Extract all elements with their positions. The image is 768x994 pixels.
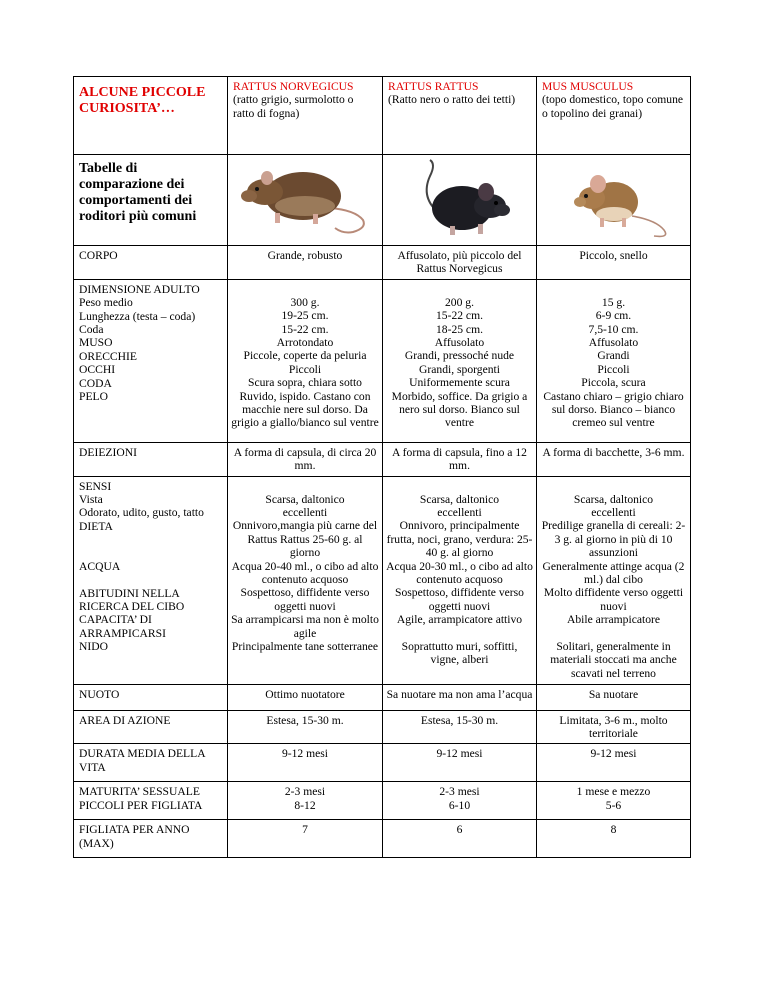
value-line: Ruvido, ispido. Castano con macchie nere sul dorso. Da grigio a giallo/bianco sul ventre — [231, 389, 379, 430]
value-line: Scarsa, daltonico — [573, 492, 654, 506]
value-line: Agile, arrampicatore attivo — [396, 613, 523, 627]
value-line: Generalmente attinge acqua (2 ml.) dal cibo — [542, 559, 685, 587]
table-cell: 9-12 mesi — [228, 744, 383, 782]
value-line: Uniformemente scura — [409, 376, 510, 390]
value-line: 2-3 mesi — [439, 785, 480, 799]
value-line: 6-10 — [448, 798, 471, 812]
value-line: 1 mese e mezzo — [576, 785, 651, 799]
table-cell — [537, 279, 691, 442]
species-desc: (ratto grigio, surmolotto o ratto di fogna) — [233, 93, 354, 120]
row-label: AREA DI AZIONE — [74, 710, 228, 744]
table-cell: Piccolo, snello — [537, 246, 691, 280]
table-cell — [383, 782, 537, 820]
label-line: OCCHI — [79, 363, 116, 377]
value-line: 19-25 cm. — [281, 309, 329, 323]
species-name: MUS MUSCULUS — [542, 80, 634, 93]
table-cell — [228, 782, 383, 820]
value-line: 200 g. — [445, 295, 474, 309]
label-line: Odorato, udito, gusto, tatto — [79, 506, 204, 520]
value-line: 7,5-10 cm. — [588, 322, 639, 336]
row-label — [74, 782, 228, 820]
label-line: NIDO — [79, 640, 108, 654]
table-row — [74, 782, 691, 820]
value-line: 18-25 cm. — [435, 322, 483, 336]
comparison-table — [73, 76, 691, 858]
value-line: Grandi, pressoché nude — [404, 349, 515, 363]
value-line: eccellenti — [282, 506, 328, 520]
value-line: Piccola, scura — [581, 376, 646, 390]
row-label — [74, 279, 228, 442]
species-name: RATTUS RATTUS — [388, 80, 479, 93]
value-line: Onnivoro,mangia più carne del Rattus Rattus 25-60 g. al giorno — [232, 519, 378, 560]
value-line: Solitari, generalmente in materiali stoccati ma anche scavati nel terreno — [550, 639, 677, 680]
value-line: 8-12 — [294, 798, 316, 812]
label-line: Vista — [79, 493, 103, 507]
table-cell — [228, 476, 383, 684]
row-label: DEIEZIONI — [74, 442, 228, 476]
table-row — [74, 710, 691, 744]
table-cell: 7 — [228, 820, 383, 858]
value-line: Piccoli — [288, 362, 322, 376]
table-cell — [383, 279, 537, 442]
label-line: Peso medio — [79, 296, 133, 310]
row-label: NUOTO — [74, 684, 228, 710]
table-cell: Grande, robusto — [228, 246, 383, 280]
species-name: RATTUS NORVEGICUS — [233, 80, 354, 93]
value-line: Castano chiaro – grigio chiaro sul dorso. Bianco – bianco cremeo sul ventre — [543, 389, 684, 430]
value-line: 5-6 — [605, 798, 622, 812]
value-line: Piccoli — [597, 362, 630, 376]
header-row — [74, 77, 691, 155]
table-cell: Ottimo nuotatore — [228, 684, 383, 710]
label-line: CAPACITA’ DI ARRAMPICARSI — [79, 613, 166, 640]
label-line: PICCOLI PER FIGLIATA — [79, 798, 203, 812]
value-line: Sa arrampicarsi ma non è molto agile — [231, 613, 379, 640]
value-line: 6-9 cm. — [595, 309, 632, 323]
value-line: Affusolato — [434, 336, 485, 350]
table-cell: Sa nuotare — [537, 684, 691, 710]
value-line: Predilige granella di cereali: 2-3 g. al giorno in più di 10 assunzioni — [541, 519, 686, 560]
label-line: MATURITA’ SESSUALE — [79, 785, 200, 799]
label-line: ORECCHIE — [79, 349, 137, 363]
value-line: Acqua 20-40 ml., o cibo ad alto contenuto acquoso — [231, 559, 379, 587]
label-line: DIMENSIONE ADULTO — [79, 282, 200, 296]
row-label: DURATA MEDIA DELLA VITA — [74, 744, 228, 782]
value-line: eccellenti — [591, 506, 636, 520]
table-row — [74, 476, 691, 684]
value-line: Scarsa, daltonico — [419, 492, 500, 506]
table-row — [74, 246, 691, 280]
value-line: 2-3 mesi — [284, 785, 326, 799]
table-cell: A forma di capsula, fino a 12 mm. — [383, 442, 537, 476]
value-line: 300 g. — [290, 295, 320, 309]
value-line: Sospettoso, diffidente verso oggetti nuovi — [240, 586, 370, 613]
table-cell — [537, 476, 691, 684]
label-line: Coda — [79, 323, 104, 337]
value-line: Grandi, sporgenti — [419, 362, 500, 376]
label-line: ACQUA — [79, 560, 121, 574]
value-line: Scura sopra, chiara sotto — [248, 376, 362, 390]
value-line: Molto diffidente verso oggetti nuovi — [543, 586, 684, 613]
label-line: Lunghezza (testa – coda) — [79, 309, 196, 323]
table-row — [74, 744, 691, 782]
table-cell: 9-12 mesi — [537, 744, 691, 782]
table-row — [74, 279, 691, 442]
label-line: MUSO — [79, 336, 113, 350]
table-cell: Sa nuotare ma non ama l’acqua — [383, 684, 537, 710]
table-row — [74, 820, 691, 858]
image-cell-2 — [383, 155, 537, 246]
label-line: CODA — [79, 376, 112, 390]
black-rat-image — [390, 158, 530, 242]
table-subtitle: Tabelle di comparazione dei comportamenti dei roditori più comuni — [74, 155, 228, 246]
value-line: 15-22 cm. — [281, 322, 329, 336]
row-label: FIGLIATA PER ANNO (MAX) — [74, 820, 228, 858]
table-row — [74, 684, 691, 710]
value-line: Acqua 20-30 ml., o cibo ad alto contenuto acquoso — [386, 559, 533, 587]
value-line: 15-22 cm. — [435, 309, 483, 323]
value-line: Soprattutto muri, soffitti, vigne, alberi — [401, 639, 518, 667]
table-cell — [383, 476, 537, 684]
table-cell: A forma di capsula, di circa 20 mm. — [228, 442, 383, 476]
label-line: DIETA — [79, 519, 113, 533]
value-line: Morbido, soffice. Da grigio a nero sul dorso. Bianco sul ventre — [391, 389, 528, 430]
table-row — [74, 442, 691, 476]
brown-rat-image — [235, 158, 375, 238]
species-desc: (Ratto nero o ratto dei tetti) — [388, 93, 516, 107]
value-line: Abile arrampicatore — [566, 613, 661, 627]
label-line: ABITUDINI NELLA RICERCA DEL CIBO — [79, 586, 185, 614]
row-label: CORPO — [74, 246, 228, 280]
value-line: Sospettoso, diffidente verso oggetti nuovi — [395, 586, 524, 613]
table-cell: A forma di bacchette, 3-6 mm. — [537, 442, 691, 476]
image-cell-3 — [537, 155, 691, 246]
species-header-1 — [228, 77, 383, 155]
table-cell: Estesa, 15-30 m. — [383, 710, 537, 744]
house-mouse-image — [544, 158, 684, 242]
value-line: Principalmente tane sotterranee — [231, 640, 379, 654]
value-line: Grandi — [597, 349, 630, 363]
document-title: ALCUNE PICCOLE CURIOSITA’… — [74, 77, 228, 155]
table-cell — [228, 279, 383, 442]
value-line: Onnivoro, principalmente frutta, noci, grano, verdura: 25-40 g. al giorno — [386, 519, 533, 560]
value-line: Arrotondato — [276, 336, 334, 350]
value-line: Affusolato — [588, 336, 639, 350]
table-cell: Limitata, 3-6 m., molto territoriale — [537, 710, 691, 744]
table-cell: Affusolato, più piccolo del Rattus Norvegicus — [383, 246, 537, 280]
value-line: eccellenti — [437, 506, 482, 520]
species-header-2 — [383, 77, 537, 155]
image-row — [74, 155, 691, 246]
table-cell: 9-12 mesi — [383, 744, 537, 782]
table-cell: Estesa, 15-30 m. — [228, 710, 383, 744]
value-line: Piccole, coperte da peluria — [243, 349, 367, 363]
value-line: 15 g. — [601, 295, 626, 309]
row-label — [74, 476, 228, 684]
label-line: PELO — [79, 390, 108, 404]
table-cell: 8 — [537, 820, 691, 858]
species-desc: (topo domestico, topo comune o topolino dei granai) — [542, 93, 684, 120]
table-cell — [537, 782, 691, 820]
table-cell: 6 — [383, 820, 537, 858]
image-cell-1 — [228, 155, 383, 246]
species-header-3 — [537, 77, 691, 155]
value-line: Scarsa, daltonico — [265, 492, 345, 506]
label-line: SENSI — [79, 479, 112, 493]
